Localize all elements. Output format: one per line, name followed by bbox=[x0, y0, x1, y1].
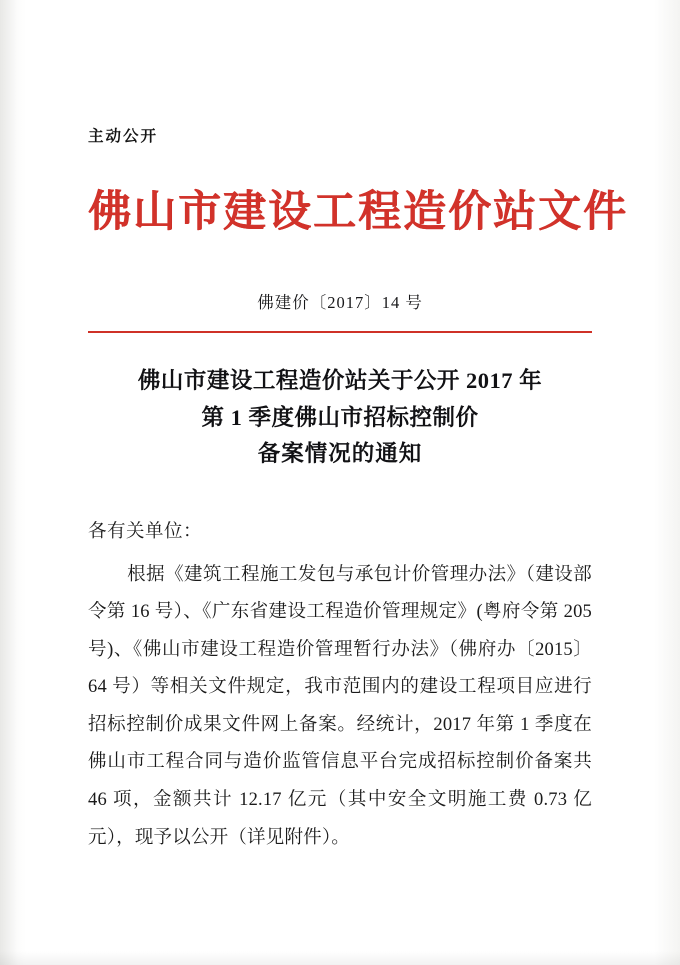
document-masthead-title: 佛山市建设工程造价站文件 bbox=[88, 187, 628, 237]
salutation-line: 各有关单位： bbox=[88, 521, 203, 542]
paragraph-text: 根据《建筑工程施工发包与承包计价管理办法》（建设部令第 16 号）、《广东省建设工程造价管理规定》(粤府令第 205 号)、《佛山市建设工程造价管理暂行办法》（佛府办〔2015〕64 号）等相关文件规定，我市范围内的建设工程项目应进行招标控制价成果文件网上备案。经统计，2017 年第 1 季度在佛山市工程合同与造价监管信息平台完成招标控制价备案共 46 项，金额共计 12.17 亿元（其中安全文明施工费 0.73 亿元），现予以公开（详见附件）。 bbox=[88, 564, 592, 848]
title-line-2: 第 1 季度佛山市招标控制价 bbox=[201, 404, 479, 430]
red-divider-rule bbox=[88, 331, 592, 333]
document-title bbox=[88, 363, 592, 472]
title-line-3: 备案情况的通知 bbox=[257, 441, 423, 467]
title-line-1: 佛山市建设工程造价站关于公开 2017 年 bbox=[137, 368, 543, 394]
body-paragraph bbox=[88, 557, 592, 857]
document-number: 佛建价〔2017〕14 号 bbox=[257, 293, 423, 313]
openness-label: 主动公开 bbox=[88, 127, 159, 145]
document-content bbox=[88, 0, 628, 857]
